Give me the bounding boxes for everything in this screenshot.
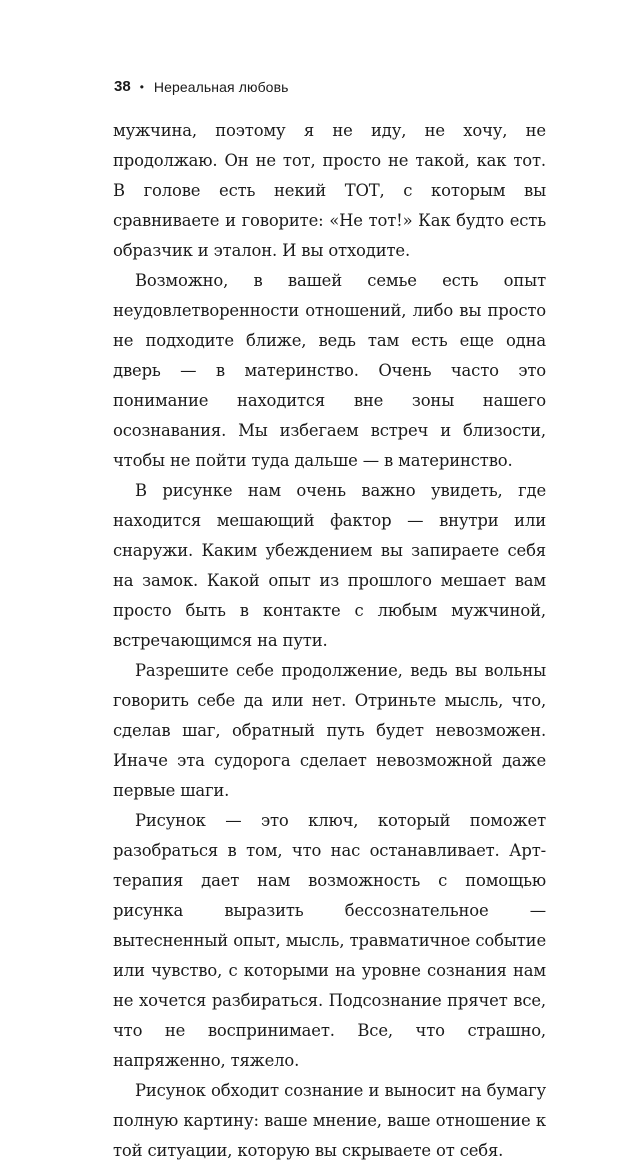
paragraph-3: В рисунке нам очень важно увидеть, где находится мешающий фактор — внутри или снаружи. Каким убеждением вы запираете себя на замок. Какой опыт из прошлого мешает вам просто быть в контакте с любым мужчиной, встречающимся на пути. xyxy=(113,481,546,650)
running-header xyxy=(114,78,289,95)
paragraph-5: Рисунок — это ключ, который поможет разобраться в том, что нас останавливает. Арт-терапия дает нам возможность с помощью рисунка выразить бессознательное — вытесненный опыт, мысль, травматичное событие или чувство, с которыми на уровне сознания нам не хочется разбираться. Подсознание прячет все, что не воспринимает. Все, что страшно, напряженно, тяжело. xyxy=(113,811,546,1070)
paragraph-4: Разрешите себе продолжение, ведь вы вольны говорить себе да или нет. Отриньте мысль, что, сделав шаг, обратный путь будет невозможен. Иначе эта судорога сделает невозможной даже первые шаги. xyxy=(113,661,546,800)
paragraph-1: мужчина, поэтому я не иду, не хочу, не продолжаю. Он не тот, просто не такой, как тот. В голове есть некий ТОТ, с которым вы сравниваете и говорите: «Не тот!» Как будто есть образчик и эталон. И вы отходите. xyxy=(113,121,546,260)
body-text xyxy=(113,116,546,1166)
page-number: 38 xyxy=(114,78,131,95)
paragraph-2: Возможно, в вашей семье есть опыт неудовлетворенности отношений, либо вы просто не подходите ближе, ведь там есть еще одна дверь — в материнство. Очень часто это понимание находится вне зоны нашего осознавания. Мы избегаем встреч и близости, чтобы не пойти туда дальше — в материнство. xyxy=(113,271,546,470)
header-separator-bullet: • xyxy=(139,79,144,94)
paragraph-6: Рисунок обходит сознание и выносит на бумагу полную картину: ваше мнение, ваше отношение к той ситуации, которую вы скрываете от себя. xyxy=(113,1081,546,1160)
running-title: Нереальная любовь xyxy=(153,78,289,95)
